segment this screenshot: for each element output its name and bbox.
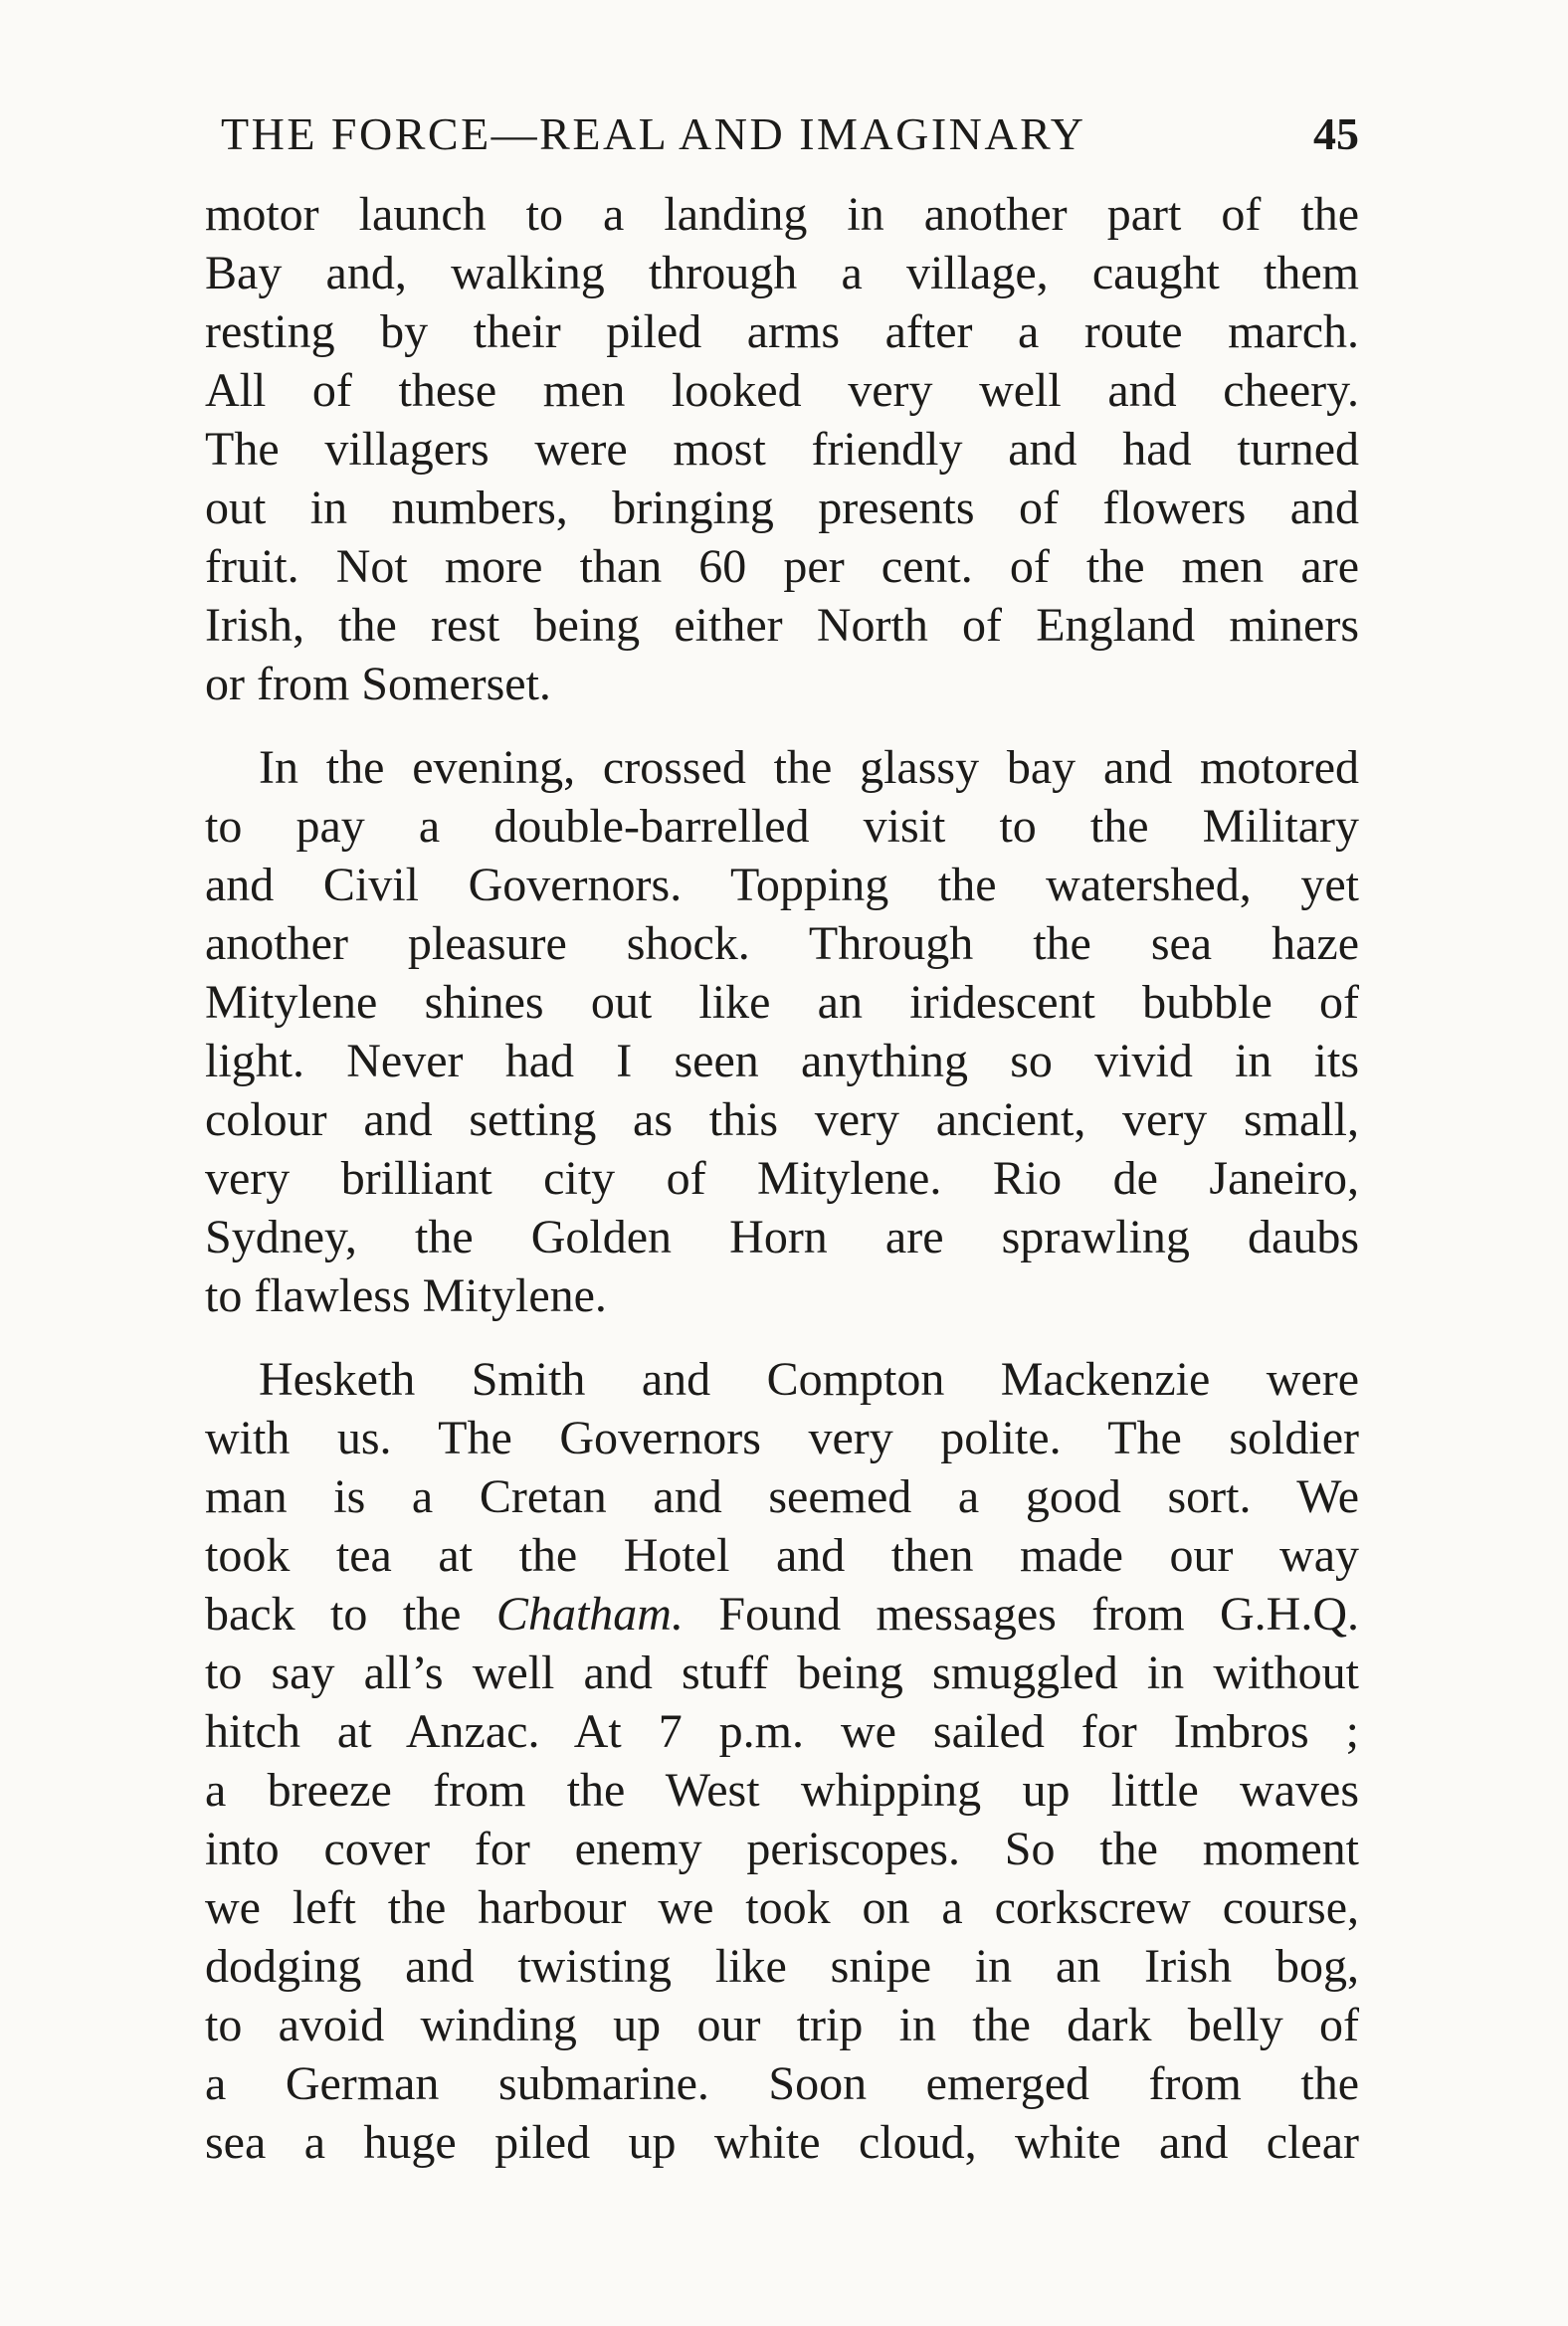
text-line: In the evening, crossed the glassy bay and motored: [259, 741, 1359, 794]
text-line: Bay and, walking through a village, caught them: [205, 247, 1359, 299]
text-line: a German submarine. Soon emerged from the: [205, 2057, 1359, 2110]
text-fragment: Found messages from G.H.Q.: [683, 1588, 1359, 1641]
paragraph-gap: [205, 713, 1359, 738]
text-line: or from Somerset.: [205, 658, 551, 710]
text-line: hitch at Anzac. At 7 p.m. we sailed for Imbros ;: [205, 1705, 1359, 1758]
text-line: Irish, the rest being either North of England miners: [205, 599, 1359, 652]
text-line: into cover for enemy periscopes. So the moment: [205, 1823, 1359, 1875]
text-line: to pay a double-barrelled visit to the Military: [205, 800, 1359, 853]
text-line: to flawless Mitylene.: [205, 1269, 607, 1322]
text-line: and Civil Governors. Topping the watershed, yet: [205, 859, 1359, 911]
text-line: a breeze from the West whipping up little waves: [205, 1764, 1359, 1817]
text-line: Sydney, the Golden Horn are sprawling daubs: [205, 1211, 1359, 1263]
text-fragment: back to the: [205, 1588, 496, 1641]
text-line: motor launch to a landing in another part of the: [205, 188, 1359, 241]
text-line: The villagers were most friendly and had turned: [205, 423, 1359, 476]
text-line-chatham: [205, 1585, 1359, 1644]
text-line: light. Never had I seen anything so vivid in its: [205, 1035, 1359, 1087]
text-line: very brilliant city of Mitylene. Rio de Janeiro,: [205, 1152, 1359, 1205]
text-line: Mitylene shines out like an iridescent bubble of: [205, 976, 1359, 1029]
text-line: All of these men looked very well and cheery.: [205, 364, 1359, 417]
text-line: sea a huge piled up white cloud, white and clear: [205, 2116, 1359, 2169]
text-line: out in numbers, bringing presents of flowers and: [205, 482, 1359, 534]
text-line: to say all’s well and stuff being smuggled in without: [205, 1647, 1359, 1699]
text-line: man is a Cretan and seemed a good sort. We: [205, 1470, 1359, 1523]
text-line: with us. The Governors very polite. The soldier: [205, 1412, 1359, 1464]
text-line: Hesketh Smith and Compton Mackenzie were: [259, 1353, 1359, 1406]
page-header: [205, 99, 1369, 169]
body-text: [205, 185, 1359, 2172]
paragraph: [205, 185, 1359, 713]
text-line: we left the harbour we took on a corkscrew course,: [205, 1881, 1359, 1934]
ship-name-italic: Chatham.: [495, 1588, 684, 1641]
text-line: colour and setting as this very ancient, very small,: [205, 1093, 1359, 1146]
paragraph: [205, 1350, 1359, 2172]
page-number: 45: [1313, 108, 1359, 159]
paragraph: [205, 738, 1359, 1325]
text-line: took tea at the Hotel and then made our way: [205, 1529, 1359, 1582]
text-line: fruit. Not more than 60 per cent. of the men are: [205, 540, 1359, 593]
text-line: another pleasure shock. Through the sea haze: [205, 917, 1359, 970]
running-head: THE FORCE—REAL AND IMAGINARY: [221, 108, 1086, 159]
text-line: dodging and twisting like snipe in an Irish bog,: [205, 1940, 1359, 1993]
paragraph-gap: [205, 1325, 1359, 1350]
text-line: resting by their piled arms after a route march.: [205, 305, 1359, 358]
text-line: to avoid winding up our trip in the dark belly of: [205, 1999, 1359, 2051]
